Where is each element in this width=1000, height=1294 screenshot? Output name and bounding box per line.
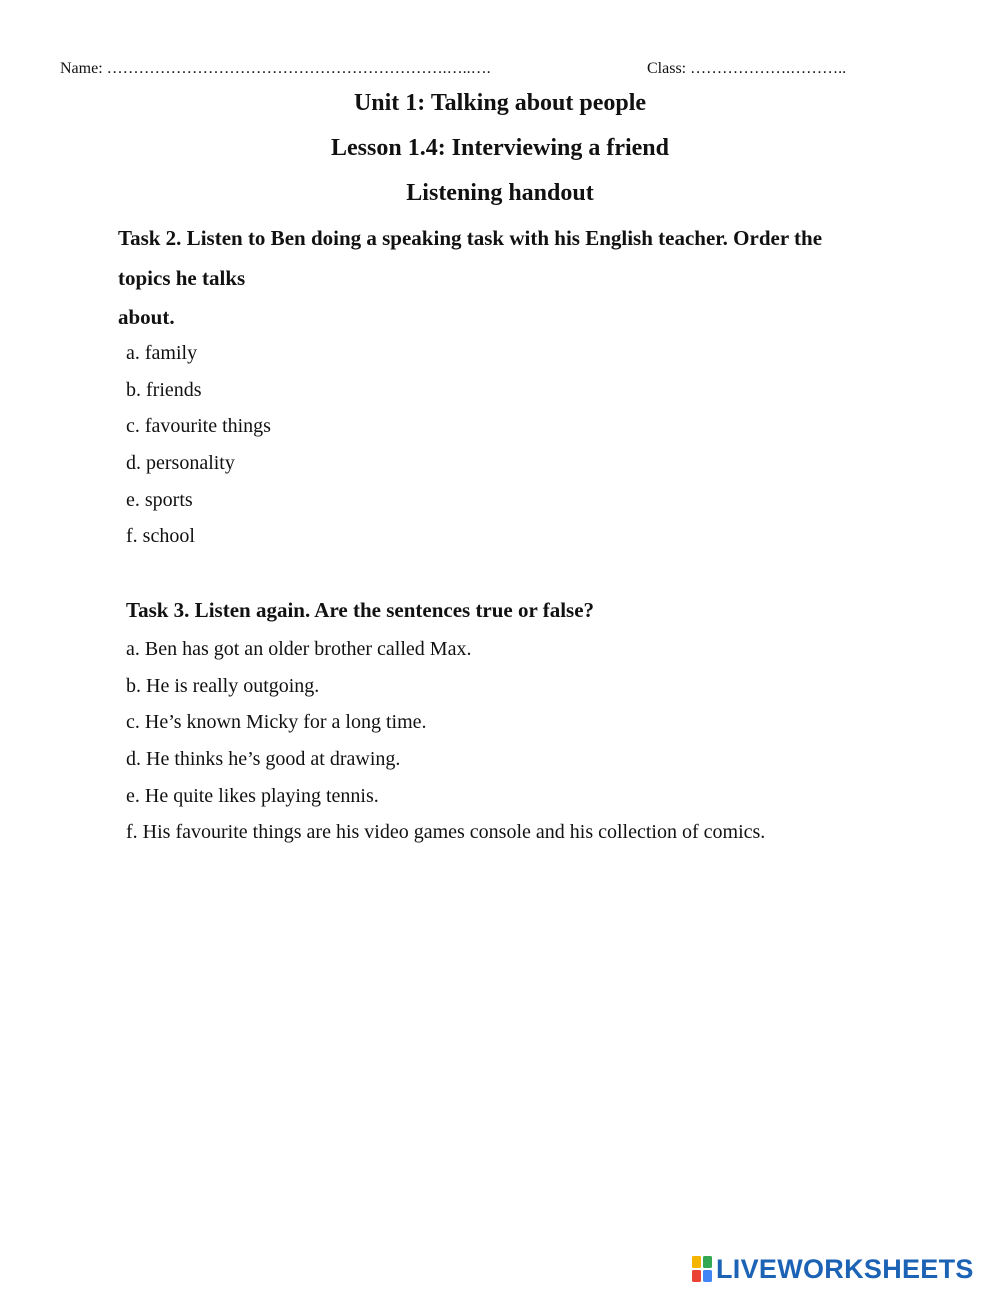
- list-item: e. He quite likes playing tennis.: [126, 784, 379, 807]
- task2-topic-list: [126, 341, 271, 561]
- handout-title: Listening handout: [406, 180, 594, 206]
- liveworksheets-logo-icon: [692, 1256, 712, 1282]
- task2-heading-cont: topics he talks: [118, 266, 246, 290]
- unit-title: Unit 1: Talking about people: [353, 90, 647, 116]
- list-item: b. friends: [126, 378, 202, 401]
- list-item: d. personality: [126, 452, 235, 475]
- list-item: f. school: [126, 525, 195, 548]
- list-item: b. He is really outgoing.: [126, 674, 320, 697]
- task2-heading: Task 2. Listen to Ben doing a speaking task with his English teacher. Order the: [118, 226, 823, 250]
- list-item: a. Ben has got an older brother called Max.: [126, 638, 472, 660]
- class-field-label: Class: ……………….………..: [647, 60, 847, 77]
- list-item: f. His favourite things are his video games console and his collection of comics.: [126, 821, 766, 844]
- list-item: e. sports: [126, 488, 193, 511]
- logo-text: LIVEWORKSHEETS: [716, 1253, 974, 1284]
- liveworksheets-logo: [692, 1254, 974, 1284]
- lesson-title: Lesson 1.4: Interviewing a friend: [331, 135, 669, 161]
- list-item: d. He thinks he’s good at drawing.: [126, 748, 401, 771]
- list-item: a. family: [126, 342, 198, 364]
- task2-heading-end: about.: [118, 305, 175, 329]
- task3-heading: Task 3. Listen again. Are the sentences true or false?: [126, 598, 595, 622]
- name-field-label: Name: ……………………………………………………….…..….: [60, 60, 491, 77]
- list-item: c. He’s known Micky for a long time.: [126, 711, 427, 734]
- task3-sentence-list: [126, 637, 765, 857]
- list-item: c. favourite things: [126, 415, 271, 438]
